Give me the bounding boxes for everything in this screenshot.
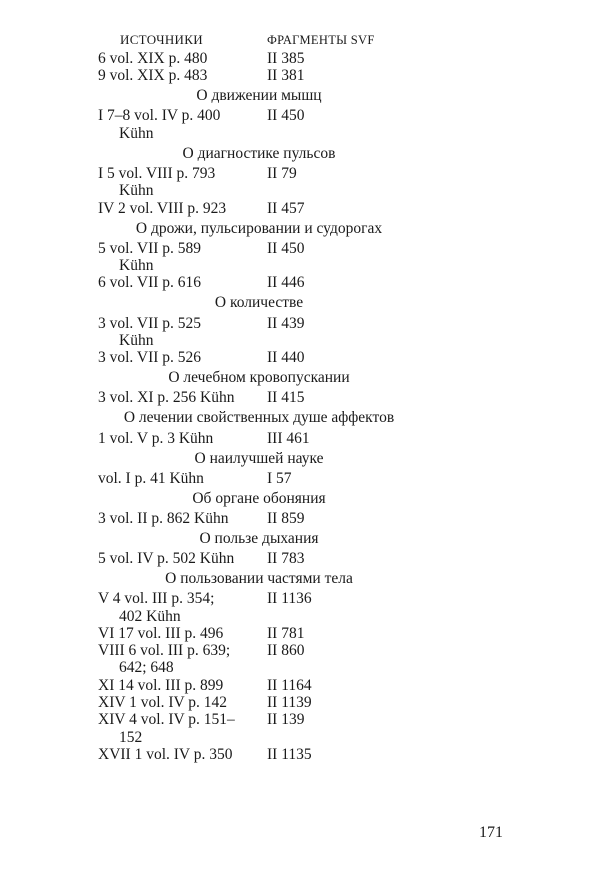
source-reference [98,711,267,746]
index-row [98,642,420,677]
source-reference [98,550,267,567]
source-reference-line: 3 vol. II p. 862 Kühn [98,509,229,527]
svf-fragment: II 860 [267,642,305,660]
source-reference [98,165,267,200]
section-title: О пользе дыхания [199,529,319,547]
source-reference [98,642,267,677]
source-reference-continuation: 642; 648 [119,659,174,677]
section-title: О количестве [214,294,304,312]
index-row [98,389,420,406]
svf-fragment: II 457 [267,199,305,217]
svf-fragment: II 381 [267,67,305,85]
source-reference-continuation: 402 Kühn [119,607,181,625]
svf-fragment: II 1136 [267,590,312,608]
source-reference [98,67,267,84]
sections [98,50,420,763]
index-row [98,746,420,763]
svf-fragment: II 859 [267,509,305,527]
source-reference [98,430,267,447]
source-reference-line: 5 vol. IV p. 502 Kühn [98,550,235,568]
svf-fragment: II 79 [267,164,297,182]
source-reference-line: 1 vol. V p. 3 Kühn [98,429,214,447]
section-title: О лечебном кровопускании [168,369,350,387]
source-reference [98,590,267,625]
source-reference [98,349,267,366]
svf-fragment: II 439 [267,314,305,332]
svf-fragment: II 440 [267,349,305,367]
source-reference-line: 3 vol. VII p. 525 [98,314,202,332]
source-reference [98,625,267,642]
source-reference [98,470,267,487]
index-row [98,349,420,366]
header-sources: ИСТОЧНИКИ [120,32,203,47]
index-row [98,625,420,642]
source-reference-line: XI 14 vol. III p. 899 [98,676,224,694]
index-row [98,67,420,84]
index-row [98,694,420,711]
svf-fragment: II 781 [267,624,305,642]
source-reference [98,200,267,217]
source-reference-line: XIV 4 vol. IV p. 151– [98,711,235,729]
source-reference [98,240,267,275]
source-reference [98,50,267,67]
source-reference-line: XIV 1 vol. IV p. 142 [98,694,228,712]
svf-fragment: II 139 [267,711,305,729]
header-fragments: ФРАГМЕНТЫ SVF [267,33,375,47]
page-number: 171 [479,824,503,841]
index-table [98,30,420,763]
index-row [98,274,420,291]
source-reference [98,746,267,763]
index-row [98,510,420,527]
svf-fragment: II 1135 [267,745,312,763]
index-row [98,470,420,487]
index-row [98,711,420,746]
section-title: О диагностике пульсов [182,144,336,162]
source-reference-line: 3 vol. XI p. 256 Kühn [98,389,235,407]
source-reference-line: 6 vol. VII p. 616 [98,274,202,292]
index-row [98,550,420,567]
section-title: О лечении свойственных душе аффектов [123,409,395,427]
index-row [98,677,420,694]
source-reference-continuation: Kühn [119,182,154,200]
source-reference [98,274,267,291]
svf-fragment: III 461 [267,429,310,447]
source-reference [98,107,267,142]
source-reference [98,677,267,694]
source-reference-continuation: 152 [119,728,143,746]
section-title: О наилучшей науке [194,449,324,467]
source-reference [98,389,267,406]
svf-fragment: II 783 [267,550,305,568]
source-reference-line: 5 vol. VII p. 589 [98,239,202,257]
section-title: О движении мышц [196,87,322,105]
source-reference-line: I 7–8 vol. IV p. 400 [98,107,221,125]
source-reference [98,315,267,350]
source-reference-line: VI 17 vol. III p. 496 [98,624,224,642]
section-title: О дрожи, пульсировании и судорогах [135,219,383,237]
source-reference-line: XVII 1 vol. IV p. 350 [98,745,233,763]
source-reference-line: V 4 vol. III p. 354; [98,590,215,608]
index-row [98,315,420,350]
svf-fragment: II 450 [267,107,305,125]
svf-fragment: II 1139 [267,694,312,712]
source-reference-line: vol. I p. 41 Kühn [98,469,204,487]
index-row [98,50,420,67]
source-reference-continuation: Kühn [119,331,154,349]
source-reference [98,694,267,711]
index-row [98,200,420,217]
section-title: Об органе обоняния [192,489,326,507]
svf-fragment: I 57 [267,469,292,487]
section-title: О пользовании частями тела [165,570,353,588]
index-row [98,107,420,142]
index-row [98,240,420,275]
svf-fragment: II 415 [267,389,305,407]
svf-fragment: II 446 [267,274,305,292]
column-headers [98,30,420,50]
index-row [98,590,420,625]
source-reference-line: 9 vol. XIX p. 483 [98,67,208,85]
index-row [98,165,420,200]
source-reference-continuation: Kühn [119,257,154,275]
svf-fragment: II 450 [267,239,305,257]
svf-fragment: II 1164 [267,676,312,694]
source-reference-line: VIII 6 vol. III p. 639; [98,642,231,660]
svf-fragment: II 385 [267,50,305,67]
source-reference [98,510,267,527]
source-reference-line: 6 vol. XIX p. 480 [98,50,208,67]
source-reference-line: I 5 vol. VIII p. 793 [98,164,216,182]
source-reference-line: IV 2 vol. VIII p. 923 [98,199,227,217]
source-reference-continuation: Kühn [119,124,154,142]
source-reference-line: 3 vol. VII p. 526 [98,349,202,367]
index-row [98,430,420,447]
